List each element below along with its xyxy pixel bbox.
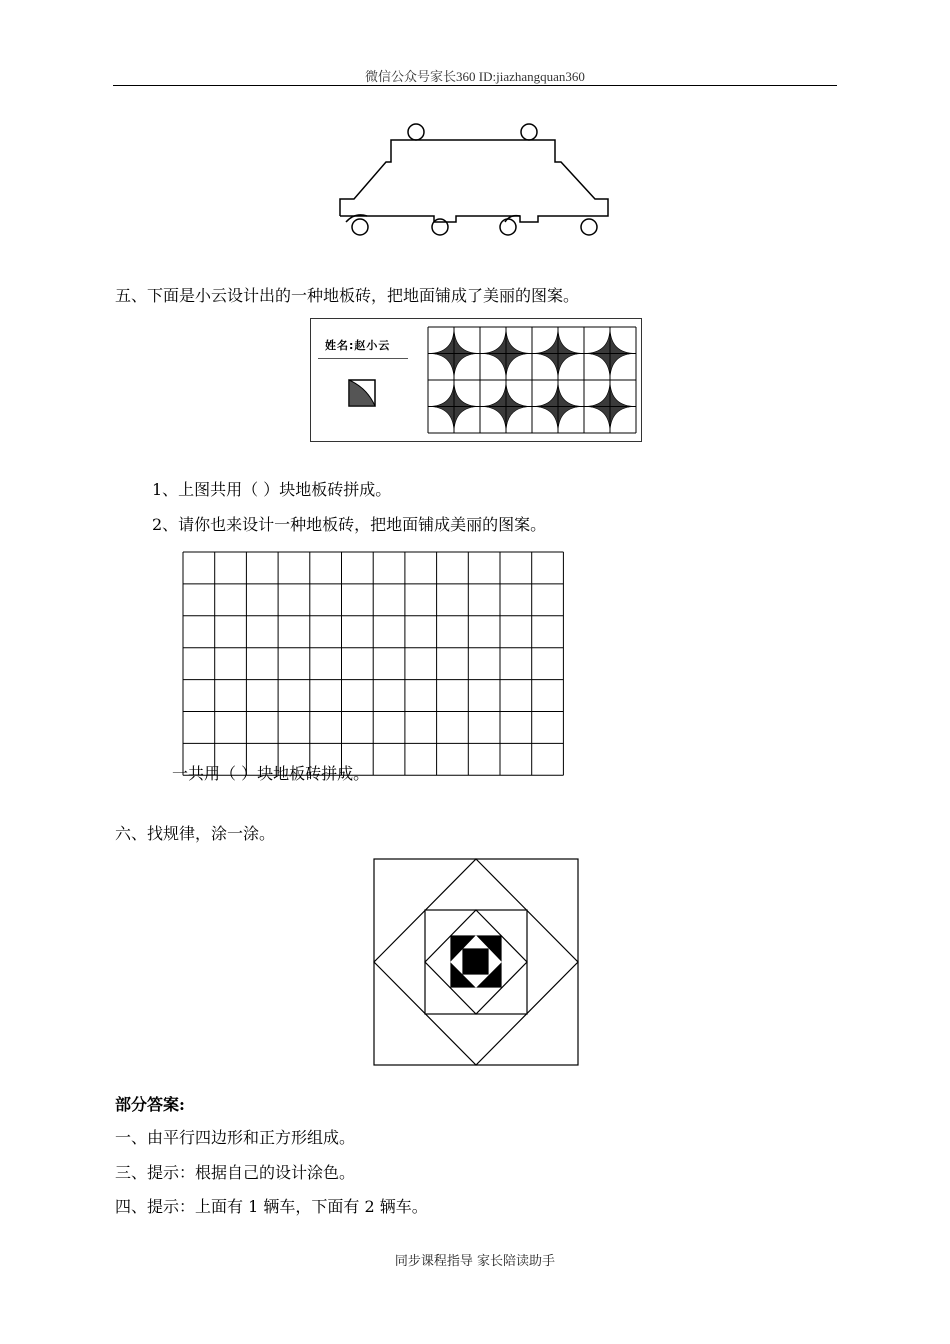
page-footer: 同步课程指导 家长陪读助手 [394,1254,556,1269]
car-outline-figure [0,0,950,260]
tile-shade [506,354,532,381]
tile-shade [610,354,636,381]
tile-shade [428,354,454,381]
nested-squares-figure[interactable] [374,859,580,1067]
tile-shade [610,407,636,434]
tile-shade [454,407,480,434]
tile-shade [480,327,506,354]
section6-title: 六、找规律，涂一涂。 [115,824,276,843]
bottom-wheel-4 [581,219,597,235]
tile-shade [584,407,610,434]
tile-pattern [428,327,636,433]
tile-shade [584,380,610,407]
tile-shade [532,407,558,434]
top-wheel-right [521,124,537,140]
tile-shade [558,327,584,354]
answer-item-1: 一、由平行四边形和正方形组成。 [115,1128,356,1147]
tile-shade [428,327,454,354]
tile-shade [610,327,636,354]
bottom-wheel-3 [500,219,516,235]
tile-shade [506,407,532,434]
answers-heading: 部分答案: [115,1095,185,1114]
section5-q1: 1、上图共用（ ）块地板砖拼成。 [152,480,392,499]
section5-title: 五、下面是小云设计出的一种地板砖，把地面铺成了美丽的图案。 [115,286,580,305]
tile-shade [480,407,506,434]
tile-shade [454,354,480,381]
tile-shade [584,354,610,381]
tile-shade [532,380,558,407]
tile-shade [428,407,454,434]
center-square [463,949,488,974]
tile-shade [532,354,558,381]
bottom-wheel-1 [352,219,368,235]
page-header: 微信公众号家长360 ID:jiazhangquan360 [365,69,585,84]
grid-caption: 一共用（ ）块地板砖拼成。 [172,764,370,783]
answer-item-2: 三、提示：根据自己的设计涂色。 [115,1163,356,1182]
tile-shade [506,327,532,354]
answer-item-3: 四、提示：上面有 1 辆车，下面有 2 辆车。 [115,1197,428,1216]
car-body [340,140,608,222]
section5-q2: 2、请你也来设计一种地板砖，把地面铺成美丽的图案。 [152,515,547,534]
design-grid[interactable] [183,552,565,777]
tile-shade [454,380,480,407]
tile-shade [558,407,584,434]
tile-shade [558,380,584,407]
tile-shade [584,327,610,354]
tile-shade [532,327,558,354]
tile-shade [506,380,532,407]
single-tile-sample [349,380,379,410]
tile-shade [480,354,506,381]
top-wheel-left [408,124,424,140]
tile-shade [558,354,584,381]
name-underline [318,358,408,359]
tile-shade [454,327,480,354]
tile-shade [480,380,506,407]
tile-shade [428,380,454,407]
designer-name: 姓名:赵小云 [325,339,391,352]
tile-shade [610,380,636,407]
